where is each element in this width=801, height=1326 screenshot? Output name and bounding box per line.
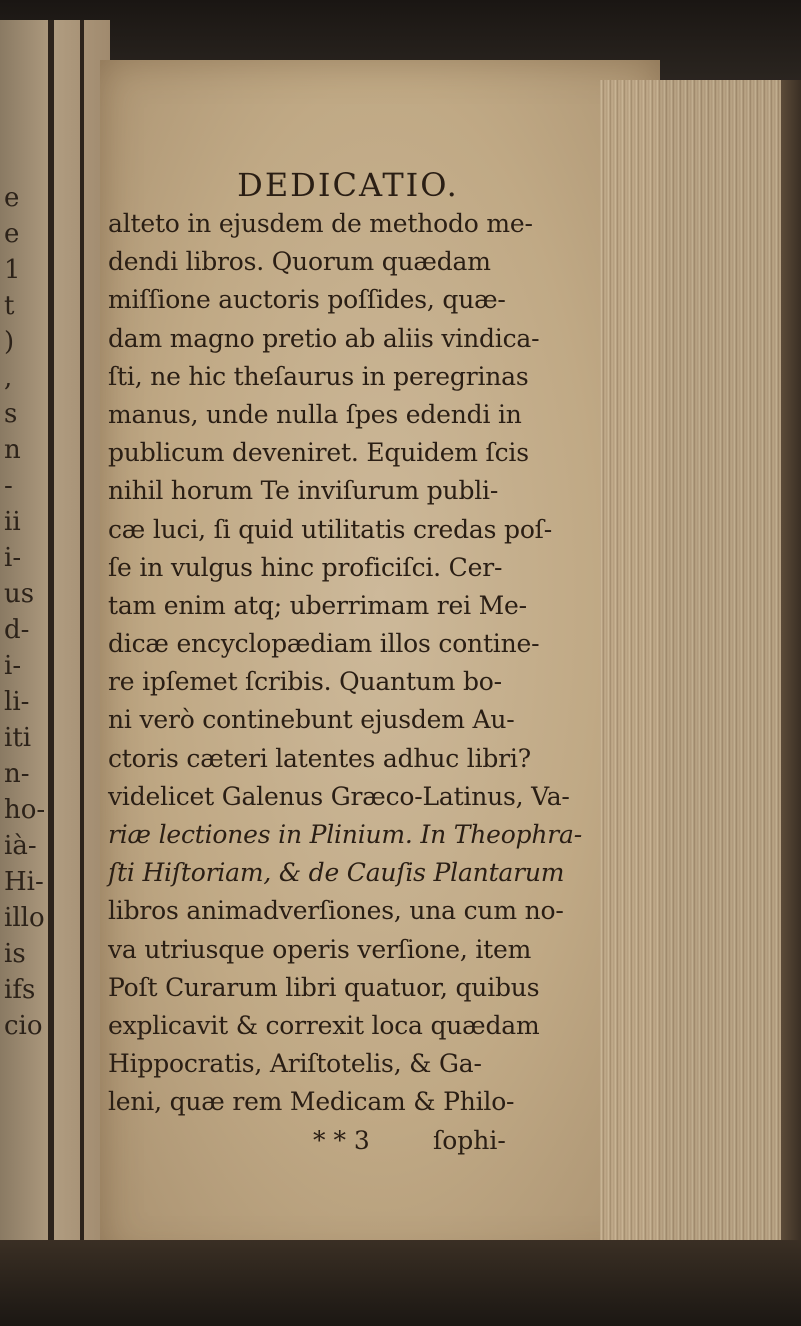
text-line: re ipſemet ſcribis. Quantum bo- [108, 667, 502, 697]
left-margin-glyph: ) [4, 327, 15, 357]
catchword: ſophi- [433, 1125, 506, 1155]
left-margin-glyph: t [4, 291, 15, 321]
left-margin-glyph: cio [4, 1011, 43, 1041]
text-line: alteto in ejusdem de methodo me- [108, 209, 533, 238]
left-margin-text [0, 180, 46, 1044]
text-line: ſti Hiſtoriam, & de Cauſis Plantarum [108, 858, 565, 888]
page-edges [600, 80, 801, 1260]
left-margin-glyph: is [4, 939, 26, 969]
bottom-shadow [0, 1240, 801, 1326]
page-gutter-line [80, 20, 84, 1250]
left-margin-glyph: 1 [4, 255, 21, 285]
text-line: nihil horum Te inviſurum publi- [108, 476, 499, 506]
text-line: dam magno pretio ab aliis vindica- [108, 323, 540, 353]
left-margin-glyph: illo [4, 903, 45, 933]
text-lines [108, 205, 608, 1122]
signature-mark: * * 3 [313, 1125, 370, 1155]
text-line: videlicet Galenus Græco-Latinus, Va- [108, 781, 570, 811]
left-margin-glyph: li- [4, 687, 30, 717]
page-text [108, 165, 608, 1160]
page-gutter-line [48, 20, 54, 1250]
left-margin-glyph: e [4, 219, 20, 249]
left-margin-glyph: , [4, 363, 13, 393]
left-margin-glyph: i- [4, 651, 22, 681]
text-line: riæ lectiones in Plinium. In Theophra- [108, 820, 582, 849]
text-line: dicæ encyclopædiam illos contine- [108, 629, 540, 659]
left-margin-glyph: i- [4, 543, 22, 573]
text-line: va utriusque operis verſione, item [108, 934, 532, 964]
left-margin-glyph: ii [4, 507, 21, 537]
left-margin-glyph: ifs [4, 975, 36, 1005]
running-head: DEDICATIO. [237, 166, 459, 204]
text-line: ctoris cæteri latentes adhuc libri? [108, 743, 531, 773]
text-line: leni, quæ rem Medicam & Philo- [108, 1087, 515, 1117]
text-line: libros animadverſiones, una cum no- [108, 896, 564, 926]
left-margin-glyph: ho- [4, 795, 46, 825]
text-line: manus, unde nulla ſpes edendi in [108, 399, 522, 429]
left-margin-glyph: s [4, 399, 18, 429]
text-line: dendi libros. Quorum quædam [108, 247, 491, 277]
left-margin-glyph: Hi- [4, 867, 44, 897]
page-footer [108, 1122, 608, 1160]
text-line: miſſione auctoris poſſides, quæ- [108, 285, 506, 315]
book-edge-shadow [781, 80, 801, 1260]
text-line: Hippocratis, Ariſtotelis, & Ga- [108, 1049, 482, 1079]
text-line: cæ luci, ſi quid utilitatis credas poſ- [108, 514, 552, 544]
left-margin-glyph: n- [4, 759, 30, 789]
left-margin-glyph: e [4, 183, 20, 213]
left-margin-glyph: ià- [4, 831, 37, 861]
left-margin-glyph: n [4, 435, 21, 465]
left-margin-glyph: iti [4, 723, 32, 753]
text-line: ſti, ne hic theſaurus in peregrinas [108, 361, 529, 391]
text-line: Poſt Curarum libri quatuor, quibus [108, 972, 540, 1002]
left-margin-glyph: - [4, 471, 13, 501]
text-line: ni verò continebunt ejusdem Au- [108, 705, 515, 735]
text-line: publicum deveniret. Equidem ſcis [108, 438, 529, 468]
text-line: tam enim atq; uberrimam rei Me- [108, 590, 527, 620]
text-line: explicavit & correxit loca quædam [108, 1010, 540, 1040]
text-line: ſe in vulgus hinc proficiſci. Cer- [108, 552, 503, 582]
left-margin-glyph: d- [4, 615, 30, 645]
left-margin-glyph: us [4, 579, 35, 609]
